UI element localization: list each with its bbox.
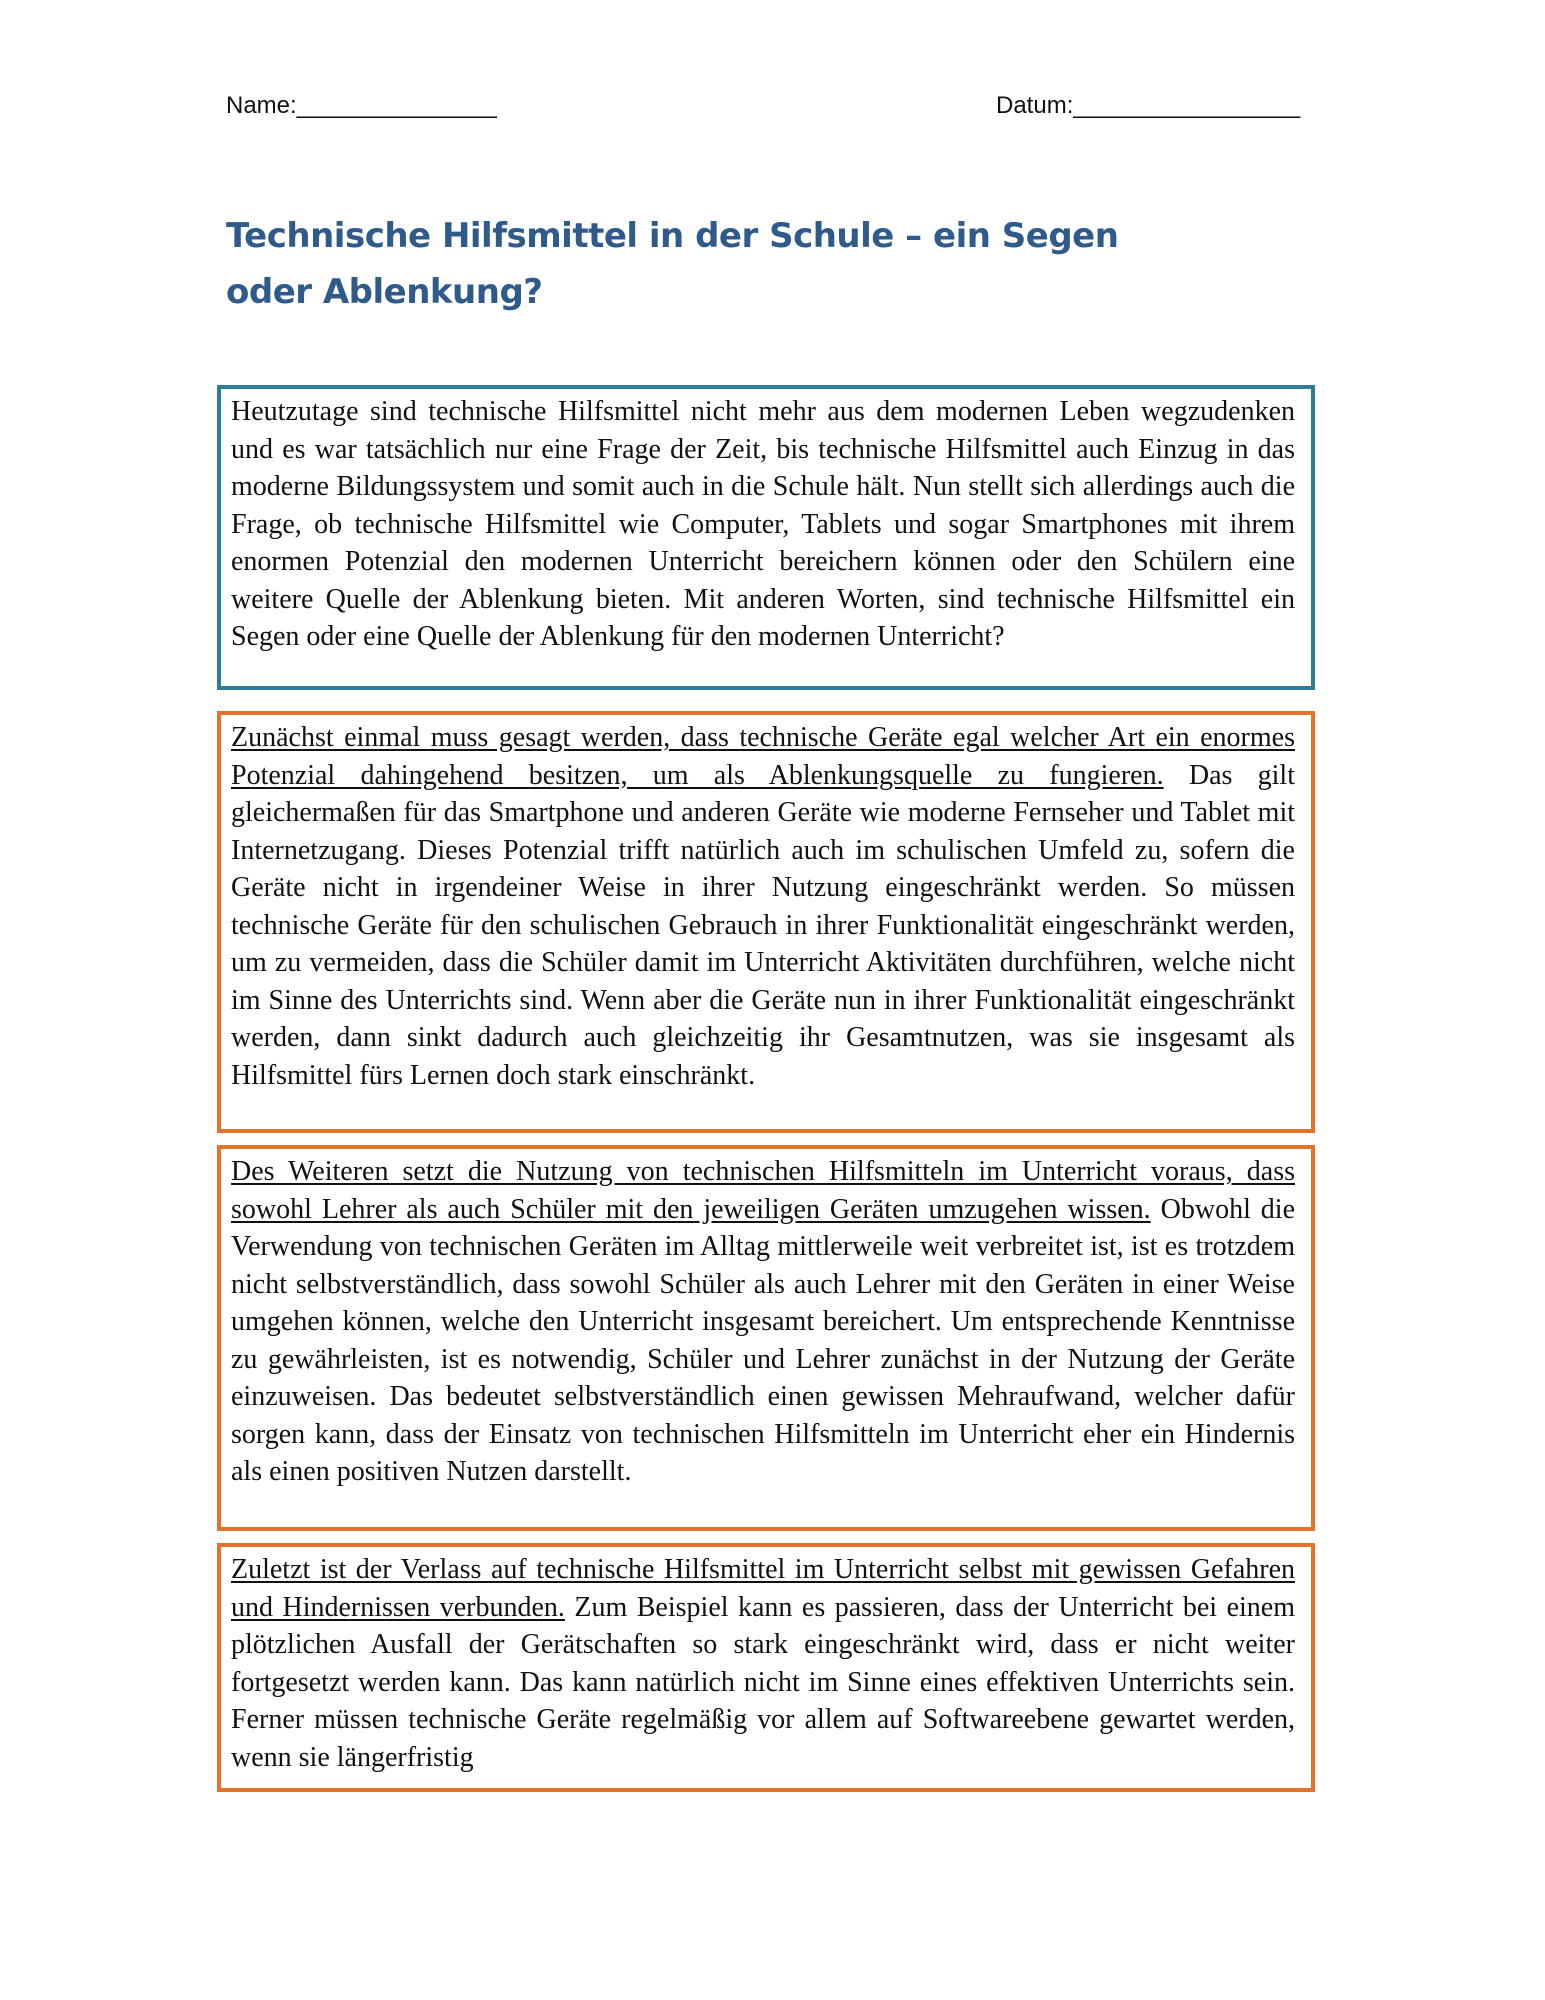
argument-1-topic-sentence: Zunächst einmal muss gesagt werden, dass technische Geräte egal welcher Art ein enormes Potenzial dahingehend besitzen, um als Ablenkungsquelle zu fungieren. (231, 722, 1295, 791)
argument-3-topic-sentence: Zuletzt ist der Verlass auf technische Hilfsmittel im Unterricht selbst mit gewissen Gefahren und Hindernissen verbunden. (231, 1554, 1295, 1623)
page-title: Technische Hilfsmittel in der Schule – ein Segen oder Ablenkung? (226, 216, 1119, 312)
name-field-label: Name:_______________ (226, 92, 497, 119)
argument-2-body: Obwohl die Verwendung von technischen Geräten im Alltag mittlerweile weit verbreitet ist, ist es trotzdem nicht selbstverständlich, dass sowohl Schüler als auch Lehrer mit den Geräten in einer Weise umgehen können, welche den Unterricht insgesamt bereichert. Um entsprechende Kenntnisse zu gewährleisten, ist es notwendig, Schüler und Lehrer zunächst in der Nutzung der Geräte einzuweisen. Das bedeutet selbstverständlich einen gewissen Mehraufwand, welcher dafür sorgen kann, dass der Einsatz von technischen Hilfsmitteln im Unterricht eher ein Hindernis als einen positiven Nutzen darstellt. (231, 1193, 1295, 1487)
argument-box-3 (217, 1543, 1315, 1792)
date-field-label: Datum:_________________ (996, 92, 1301, 119)
argument-1-body: Das gilt gleichermaßen für das Smartphone und anderen Geräte wie moderne Fernseher und Tablet mit Internetzugang. Dieses Potenzial trifft natürlich auch im schulischen Umfeld zu, sofern die Geräte nicht in irgendeiner Weise in ihrer Nutzung eingeschränkt werden. So müssen technische Geräte für den schulischen Gebrauch in ihrer Funktionalität eingeschränkt werden, um zu vermeiden, dass die Schüler damit im Unterricht Aktivitäten durchführen, welche nicht im Sinne des Unterrichts sind. Wenn aber die Geräte nun in ihrer Funktionalität eingeschränkt werden, dann sinkt dadurch auch gleichzeitig ihr Gesamtnutzen, was sie insgesamt als Hilfsmittel fürs Lernen doch stark einschränkt. (231, 759, 1295, 1091)
header-row (226, 92, 1316, 124)
argument-3-body: Zum Beispiel kann es passieren, dass der Unterricht bei einem plötzlichen Ausfall der Gerätschaften so stark eingeschränkt wird, dass er nicht weiter fortgesetzt werden kann. Das kann natürlich nicht im Sinne eines effektiven Unterrichts sein. Ferner müssen technische Geräte regelmäßig vor allem auf Softwareebene gewartet werden, wenn sie längerfristig (231, 1591, 1295, 1773)
intro-box (217, 385, 1315, 690)
argument-box-1 (217, 711, 1315, 1133)
argument-2-topic-sentence: Des Weiteren setzt die Nutzung von technischen Hilfsmitteln im Unterricht voraus, dass sowohl Lehrer als auch Schüler mit den jeweiligen Geräten umzugehen wissen. (231, 1156, 1295, 1225)
intro-text: Heutzutage sind technische Hilfsmittel nicht mehr aus dem modernen Leben wegzudenken und es war tatsächlich nur eine Frage der Zeit, bis technische Hilfsmittel auch Einzug in das moderne Bildungssystem und somit auch in die Schule hält. Nun stellt sich allerdings auch die Frage, ob technische Hilfsmittel wie Computer, Tablets und sogar Smartphones mit ihrem enormen Potenzial den modernen Unterricht bereichern können oder den Schülern eine weitere Quelle der Ablenkung bieten. Mit anderen Worten, sind technische Hilfsmittel ein Segen oder eine Quelle der Ablenkung für den modernen Unterricht? (231, 396, 1295, 652)
argument-box-2 (217, 1145, 1315, 1531)
